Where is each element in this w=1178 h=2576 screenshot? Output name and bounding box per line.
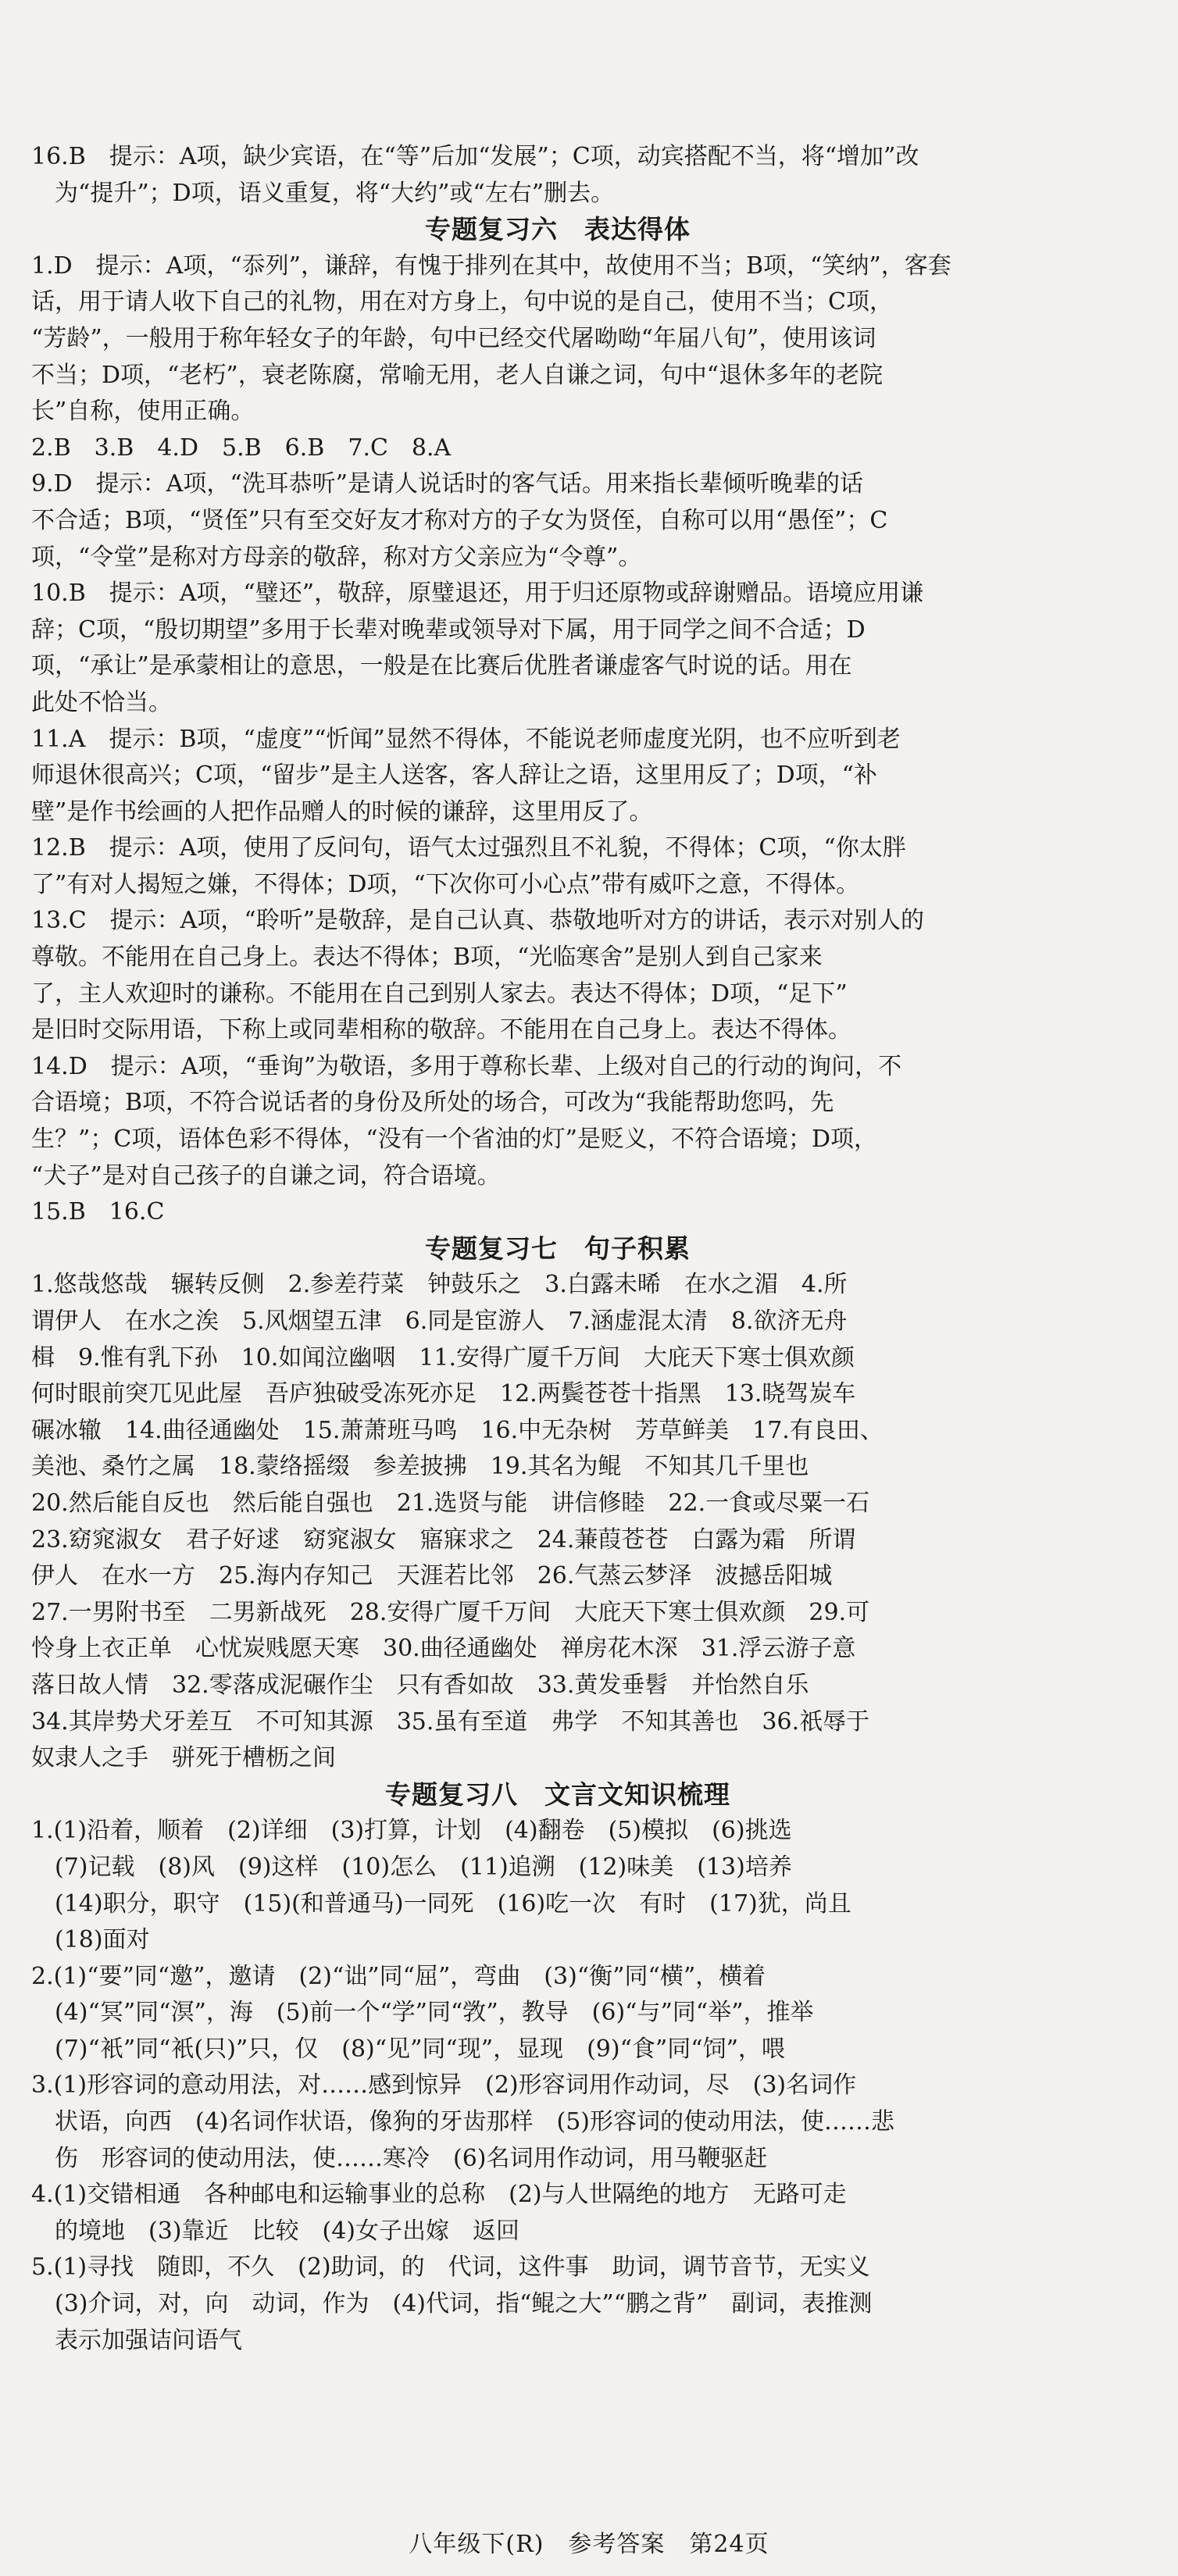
answer-line: (18)面对 <box>31 1926 150 1954</box>
answer-line: 了，主人欢迎时的谦称。不能用在自己到别人家去。表达不得体；D项，“足下” <box>31 979 848 1008</box>
answer-line: 2.(1)“要”同“邀”，邀请 (2)“诎”同“屈”，弯曲 (3)“衡”同“横”，横着 <box>31 1962 766 1990</box>
answer-line: 尊敬。不能用在自己身上。表达不得体；B项，“光临寒舍”是别人到自己家来 <box>31 944 823 972</box>
answer-line: 3.(1)形容词的意动用法，对……感到惊异 (2)形容词用作动词，尽 (3)名词作 <box>31 2071 857 2100</box>
answer-line: 5.(1)寻找 随即，不久 (2)助词，的 代词，这件事 助词，调节音节，无实义 <box>31 2253 870 2282</box>
answer-line: 了”有对人揭短之嫌，不得体；D项，“下次你可小心点”带有威吓之意，不得体。 <box>31 870 860 898</box>
answer-line: “犬子”是对自己孩子的自谦之词，符合语境。 <box>31 1161 501 1190</box>
answer-line: 此处不恰当。 <box>31 688 172 716</box>
answer-line: 长”自称，使用正确。 <box>31 398 255 426</box>
answer-line: 项，“令堂”是称对方母亲的敬辞，称对方父亲应为“令尊”。 <box>31 543 642 571</box>
answer-line: 23.窈窕淑女 君子好逑 窈窕淑女 寤寐求之 24.蒹葭苍苍 白露为霜 所谓 <box>31 1525 856 1554</box>
answer-line: 27.一男附书至 二男新战死 28.安得广厦千万间 大庇天下寒士俱欢颜 29.可 <box>31 1598 870 1626</box>
answer-line: 34.其岸势犬牙差互 不可知其源 35.虽有至道 弗学 不知其善也 36.祇辱于 <box>31 1707 870 1736</box>
answer-line: 壁”是作书绘画的人把作品赠人的时候的谦辞，这里用反了。 <box>31 797 653 826</box>
answer-line: 的境地 (3)靠近 比较 (4)女子出嫁 返回 <box>31 2217 519 2245</box>
answer-content <box>31 139 1084 2359</box>
answer-line: 美池、桑竹之属 18.蒙络摇缀 参差披拂 19.其名为鲲 不知其几千里也 <box>31 1453 809 1481</box>
section-heading: 专题复习七 句子积累 <box>425 1233 691 1264</box>
answer-line: 1.(1)沿着，顺着 (2)详细 (3)打算，计划 (4)翻卷 (5)模拟 (6)挑选 <box>31 1817 792 1845</box>
answer-line: 15.B 16.C <box>31 1198 165 1226</box>
answer-line: 生？”；C项，语体色彩不得体，“没有一个省油的灯”是贬义，不符合语境；D项， <box>31 1126 878 1154</box>
answer-line: 合语境；B项，不符合说话者的身份及所处的场合，可改为“我能帮助您吗，先 <box>31 1089 834 1117</box>
answer-line: 表示加强诘问语气 <box>31 2326 242 2354</box>
answer-line: 11.A 提示：B项，“虚度”“忻闻”显然不得体，不能说老师虚度光阴，也不应听到老 <box>31 725 901 753</box>
answer-line: 10.B 提示：A项，“璧还”，敬辞，原璧退还，用于归还原物或辞谢赠品。语境应用谦 <box>31 580 924 608</box>
answer-line: 不当；D项，“老朽”，衰老陈腐，常喻无用，老人自谦之词，句中“退休多年的老院 <box>31 361 884 389</box>
answer-line: (3)介词，对，向 动词，作为 (4)代词，指“鲲之大”“鹏之背” 副词，表推测 <box>31 2290 873 2318</box>
answer-line: 是旧时交际用语，下称上或同辈相称的敬辞。不能用在自己身上。表达不得体。 <box>31 1016 851 1044</box>
answer-line: 13.C 提示：A项，“聆听”是敬辞，是自己认真、恭敬地听对方的讲话，表示对别人的 <box>31 907 925 935</box>
section-heading: 专题复习六 表达得体 <box>425 214 691 245</box>
answer-line: 状语，向西 (4)名词作状语，像狗的牙齿那样 (5)形容词的使动用法，使……悲 <box>31 2108 894 2136</box>
answer-line: 辞；C项，“殷切期望”多用于长辈对晚辈或领导对下属，用于同学之间不合适；D <box>31 615 866 644</box>
answer-line: 20.然后能自反也 然后能自强也 21.选贤与能 讲信修睦 22.一食或尽粟一石 <box>31 1489 870 1517</box>
answer-line: 16.B 提示：A项，缺少宾语，在“等”后加“发展”；C项，动宾搭配不当，将“增加”改 <box>31 143 919 170</box>
answer-line: 9.D 提示：A项，“洗耳恭听”是请人说话时的客气话。用来指长辈倾听晚辈的话 <box>31 470 864 498</box>
answer-line: 4.(1)交错相通 各种邮电和运输事业的总称 (2)与人世隔绝的地方 无路可走 <box>31 2181 847 2209</box>
answer-line: 伊人 在水一方 25.海内存知己 天涯若比邻 26.气蒸云梦泽 波撼岳阳城 <box>31 1562 833 1590</box>
answer-line: 怜身上衣正单 心忧炭贱愿天寒 30.曲径通幽处 禅房花木深 31.浮云游子意 <box>31 1635 856 1663</box>
answer-line: 1.D 提示：A项，“忝列”，谦辞，有愧于排列在其中，故使用不当；B项，“笑纳”，客套 <box>31 252 951 280</box>
answer-line: (4)“冥”同“溟”，海 (5)前一个“学”同“敩”，教导 (6)“与”同“举”，推举 <box>31 1999 814 2027</box>
answer-line: 12.B 提示：A项，使用了反问句，语气太过强烈且不礼貌，不得体；C项，“你太胖 <box>31 834 906 862</box>
answer-line: (7)“衹”同“衹(只)”只，仅 (8)“见”同“现”，显现 (9)“食”同“饲”，喂 <box>31 2035 785 2063</box>
answer-line: 师退休很高兴；C项，“留步”是主人送客，客人辞让之语，这里用反了；D项，“补 <box>31 762 878 790</box>
answer-line: 为“提升”；D项，语义重复，将“大约”或“左右”删去。 <box>31 179 615 207</box>
answer-line: 何时眼前突兀见此屋 吾庐独破受冻死亦足 12.两鬓苍苍十指黑 13.晓驾炭车 <box>31 1380 856 1408</box>
answer-line: 不合适；B项，“贤侄”只有至交好友才称对方的子女为贤侄，自称可以用“愚侄”；C <box>31 506 888 534</box>
answer-line: 话，用于请人收下自己的礼物，用在对方身上，句中说的是自己，使用不当；C项， <box>31 288 893 316</box>
answer-line: 1.悠哉悠哉 辗转反侧 2.参差荇菜 钟鼓乐之 3.白露未晞 在水之湄 4.所 <box>31 1271 848 1299</box>
answer-line: (7)记载 (8)风 (9)这样 (10)怎么 (11)追溯 (12)味美 (13)培养 <box>31 1853 792 1881</box>
answer-line: 谓伊人 在水之涘 5.风烟望五津 6.同是宦游人 7.涵虚混太清 8.欲济无舟 <box>31 1308 848 1335</box>
answer-line: “芳龄”，一般用于称年轻女子的年龄，句中已经交代屠呦呦“年届八旬”，使用该词 <box>31 324 876 352</box>
answer-line: 碾冰辙 14.曲径通幽处 15.萧萧班马鸣 16.中无杂树 芳草鲜美 17.有良田、 <box>31 1416 884 1444</box>
answer-line: 14.D 提示：A项，“垂询”为敬语，多用于尊称长辈、上级对自己的行动的询问，不 <box>31 1052 902 1080</box>
answer-line: 伤 形容词的使动用法，使……寒冷 (6)名词用作动词，用马鞭驱赶 <box>31 2144 768 2172</box>
section-heading: 专题复习八 文言文知识梳理 <box>385 1779 730 1810</box>
answer-line: 项，“承让”是承蒙相让的意思，一般是在比赛后优胜者谦虚客气时说的话。用在 <box>31 652 852 680</box>
answer-line: 楫 9.惟有乳下孙 10.如闻泣幽咽 11.安得广厦千万间 大庇天下寒士俱欢颜 <box>31 1343 855 1372</box>
answer-line: (14)职分，职守 (15)(和普通马)一同死 (16)吃一次 有时 (17)犹，尚且 <box>31 1889 851 1918</box>
answer-line: 落日故人情 32.零落成泥碾作尘 只有香如故 33.黄发垂髫 并怡然自乐 <box>31 1671 809 1699</box>
answer-line: 奴隶人之手 骈死于槽枥之间 <box>31 1744 336 1772</box>
answer-line: 2.B 3.B 4.D 5.B 6.B 7.C 8.A <box>31 433 452 462</box>
page-footer: 八年级下(R) 参考答案 第24页 <box>409 2531 769 2558</box>
